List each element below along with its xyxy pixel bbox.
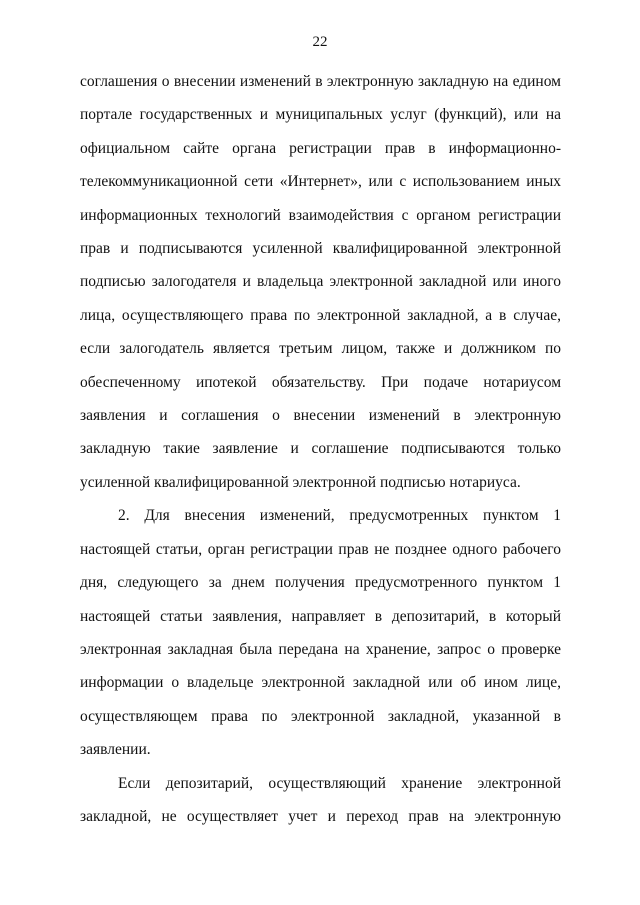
paragraph-continuation: соглашения о внесении изменений в электронную закладную на едином портале государственных и муниципальных услуг (функций), или на официальном сайте органа регистрации прав в информационно-телекоммуникационной сети «Интернет», или с использованием иных информационных технологий взаимодействия с органом регистрации прав и подписываются усиленной квалифицированной электронной подписью залогодателя и владельца электронной закладной или иного лица, осуществляющего права по электронной закладной, а в случае, если залогодатель является третьим лицом, также и должником по обеспеченному ипотекой обязательству. При подаче нотариусом заявления и соглашения о внесении изменений в электронную закладную такие заявление и соглашение подписываются только усиленной квалифицированной электронной подписью нотариуса. — [80, 73, 561, 491]
paragraph-depository: Если депозитарий, осуществляющий хранение электронной закладной, не осуществляет учет и переход прав на электронную — [80, 774, 561, 825]
page-number: 22 — [312, 34, 328, 50]
document-body — [80, 65, 561, 833]
paragraph-item-2: 2. Для внесения изменений, предусмотренных пунктом 1 настоящей статьи, орган регистрации прав не позднее одного рабочего дня, следующего за днем получения предусмотренного пунктом 1 настоящей статьи заявления, направляет в депозитарий, в который электронная закладная была передана на хранение, запрос о проверке информации о владельце электронной закладной или об ином лице, осуществляющем права по электронной закладной, указанной в заявлении. — [80, 507, 561, 759]
